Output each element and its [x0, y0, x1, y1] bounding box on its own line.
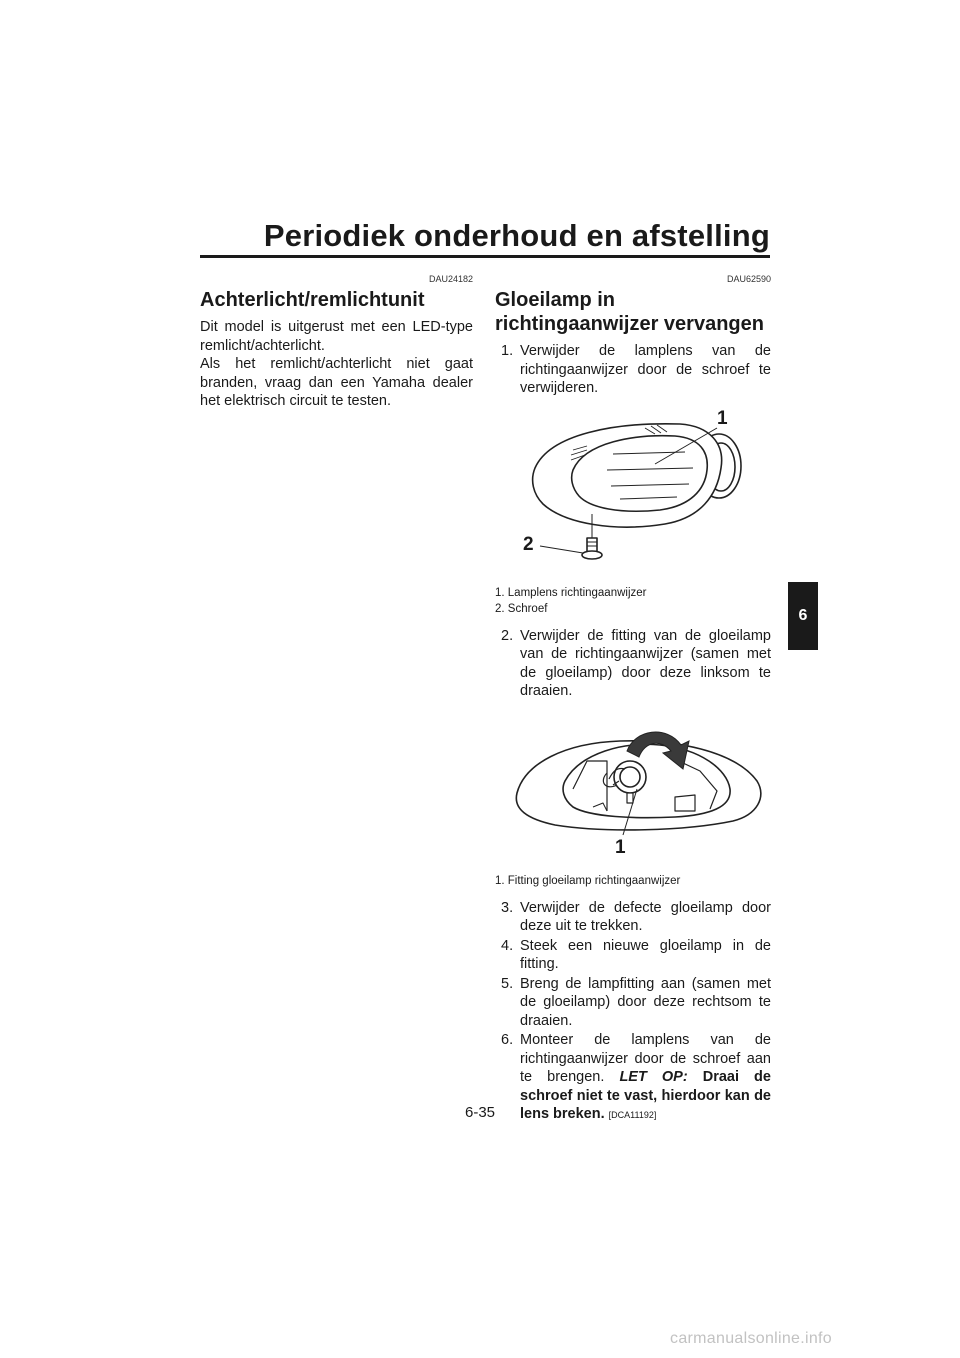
- step-item: [495, 975, 771, 1031]
- warning-label: LET OP:: [619, 1069, 688, 1085]
- step-number: 5.: [501, 975, 514, 992]
- figure-socket: [495, 711, 771, 869]
- warning-code: [DCA11192]: [608, 1110, 657, 1120]
- page-title: Periodiek onderhoud en afstelling: [263, 218, 770, 253]
- step-item: [495, 342, 771, 398]
- figure-captions: [495, 873, 771, 889]
- watermark: carmanualsonline.info: [670, 1330, 832, 1347]
- step-text: Monteer de lamplens van de richtingaanwijzer door de schroef aan te brengen.: [520, 1032, 771, 1085]
- step-text: Breng de lampfitting aan (samen met de gloeilamp) door deze rechtsom te draaien.: [520, 975, 771, 1029]
- step-list: [495, 342, 771, 398]
- caption: 1. Fitting gloeilamp richtingaanwijzer: [495, 874, 681, 887]
- step-number: 6.: [501, 1032, 514, 1048]
- figure-label-1: 1: [615, 836, 626, 858]
- step-item: [495, 627, 771, 701]
- section-code: DAU62590: [726, 274, 771, 284]
- chapter-tab: 6: [788, 582, 818, 650]
- right-column: [495, 274, 771, 1126]
- header-rule: [200, 255, 770, 258]
- step-item: [495, 937, 771, 974]
- paragraph: Als het remlicht/achterlicht niet gaat branden, vraag dan een Yamaha dealer het elektrisch circuit te testen.: [200, 356, 473, 409]
- step-number: 3.: [501, 899, 514, 916]
- step-number: 2.: [501, 627, 514, 644]
- step-list: [495, 899, 771, 1125]
- step-number: 4.: [501, 937, 514, 954]
- caption: 1. Lamplens richtingaanwijzer: [495, 586, 647, 599]
- step-list: [495, 627, 771, 701]
- step-text: Verwijder de fitting van de gloeilamp van de richtingaanwijzer (samen met de gloeilamp) door deze linksom te draaien.: [520, 627, 771, 699]
- socket-illustration: [495, 711, 771, 869]
- paragraph: Dit model is uitgerust met een LED-type remlicht/achterlicht.: [200, 319, 473, 354]
- figure-lens: [495, 406, 771, 581]
- lens-illustration: [495, 406, 771, 581]
- left-column: [200, 274, 473, 411]
- section-code: DAU24182: [428, 274, 473, 284]
- section-heading: Gloeilamp in richtingaanwijzer vervangen: [495, 289, 764, 335]
- step-text: Steek een nieuwe gloeilamp in de fitting.: [520, 937, 771, 972]
- section-heading: Achterlicht/remlichtunit: [200, 289, 425, 311]
- warning-text: Draai de schroef niet te vast, hierdoor kan de lens breken.: [520, 1069, 771, 1122]
- page-number: 6-35: [464, 1104, 496, 1121]
- step-item: [495, 899, 771, 936]
- figure-label-1: 1: [717, 407, 728, 429]
- figure-captions: [495, 585, 771, 617]
- figure-label-2: 2: [523, 533, 534, 555]
- step-text: Verwijder de lamplens van de richtingaanwijzer door de schroef te verwijderen.: [520, 343, 771, 396]
- caption: 2. Schroef: [495, 602, 548, 615]
- step-number: 1.: [501, 343, 514, 359]
- step-text: Verwijder de defecte gloeilamp door deze uit te trekken.: [520, 899, 771, 934]
